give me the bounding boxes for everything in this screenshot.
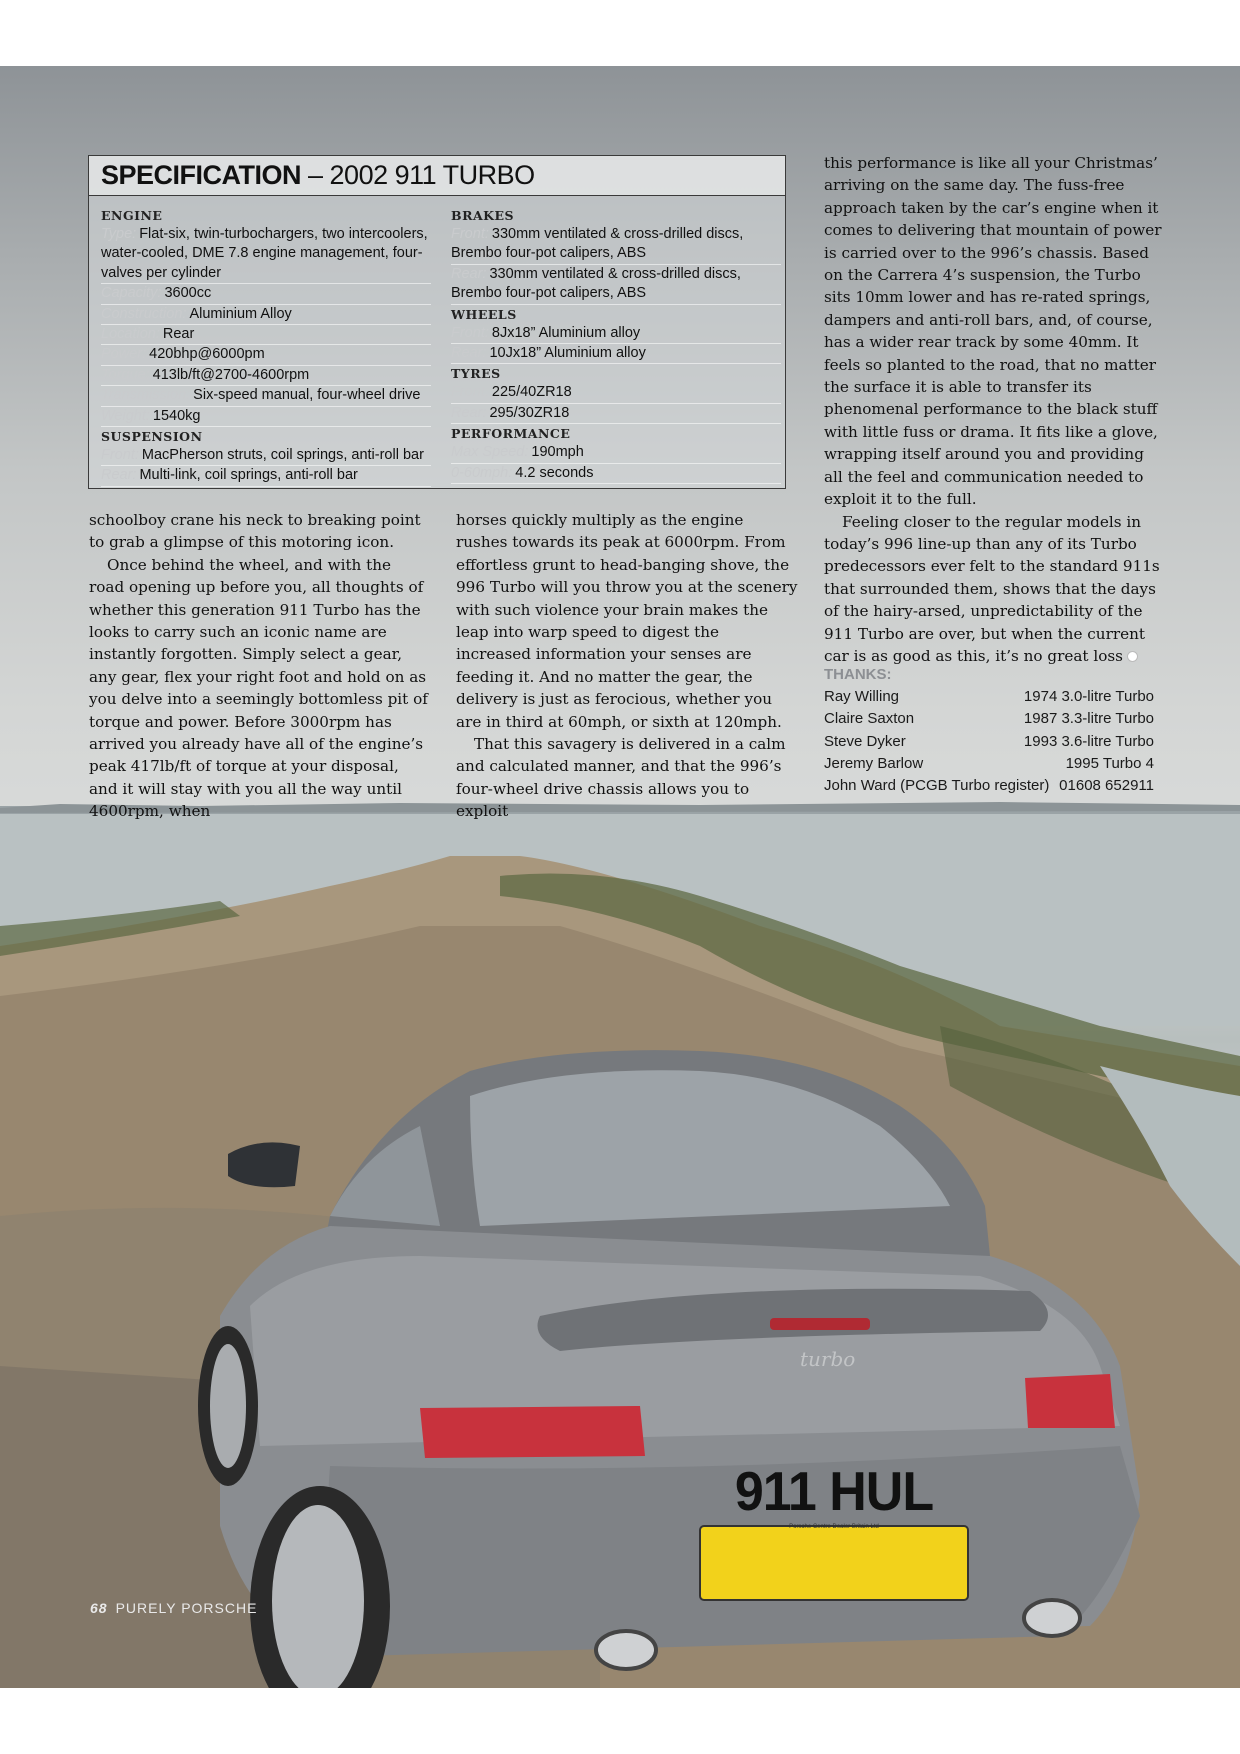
spec-value: Rear	[162, 326, 195, 343]
spec-key: Power:	[101, 346, 147, 363]
end-of-article-icon	[1127, 651, 1138, 662]
spec-key: Weight:	[101, 407, 150, 424]
spec-value: 225/40ZR18	[491, 384, 572, 401]
thanks-row	[824, 686, 1154, 708]
license-plate: 911 HUL	[734, 1461, 934, 1523]
spec-row	[101, 446, 431, 466]
specification-title	[89, 156, 785, 196]
spec-value: 4.2 seconds	[515, 464, 594, 481]
spec-value: MacPherson struts, coil springs, anti-roll bar	[141, 447, 424, 464]
spec-value: 330mm ventilated & cross-drilled discs, Brembo four-pot calipers, ABS	[451, 265, 741, 302]
thanks-name: Jeremy Barlow	[824, 754, 924, 772]
thanks-name: Claire Saxton	[824, 710, 915, 728]
thanks-name: John Ward (PCGB Turbo register)	[824, 777, 1050, 795]
spec-row	[101, 305, 431, 325]
paragraph-text: schoolboy crane his neck to breaking point to grab a glimpse of this motoring icon.	[89, 511, 421, 552]
spec-column-right	[451, 206, 781, 484]
thanks-car: 1995 Turbo 4	[1065, 754, 1154, 772]
spec-row	[101, 225, 431, 284]
spec-key: Construction:	[101, 305, 187, 322]
spec-key: 0-60mph:	[451, 464, 513, 481]
spec-key: Front:	[451, 324, 489, 341]
article-paragraph	[824, 152, 1166, 511]
thanks-car: 01608 652911	[1059, 777, 1154, 795]
spec-row	[451, 383, 781, 403]
article-paragraph	[89, 554, 431, 823]
spec-key: Front:	[451, 226, 489, 242]
spec-section-heading: PERFORMANCE	[451, 426, 571, 442]
thanks-title: THANKS:	[824, 666, 892, 683]
spec-value: 330mm ventilated & cross-drilled discs, Brembo four-pot calipers, ABS	[451, 226, 744, 262]
magazine-name: PURELY PORSCHE	[115, 1600, 258, 1616]
turbo-badge: turbo	[800, 1347, 856, 1371]
spec-value: 190mph	[531, 444, 584, 461]
spec-key: Rear:	[451, 404, 487, 421]
spec-row	[451, 225, 781, 265]
paragraph-text: horses quickly multiply as the engine rushes towards its peak at 6000rpm. From effortless grunt to head-banging shove, the 996 Turbo will you throw you at the scenery with such violence your brain makes the leap into warp speed to digest the increased information your senses are feeding it. And no matter the gear, the delivery is just as ferocious, whether you are in third at 60mph, or sixth at 120mph.	[456, 511, 798, 731]
article-column-3	[824, 152, 1166, 667]
spec-value: Aluminium Alloy	[189, 305, 292, 322]
spec-value: 10Jx18” Aluminium alloy	[489, 345, 646, 362]
spec-key: Rear:	[101, 467, 137, 484]
spec-value: Six-speed manual, four-wheel drive	[193, 387, 421, 404]
spec-section-heading: TYRES	[451, 366, 501, 382]
spec-row	[101, 284, 431, 304]
spec-value: 295/30ZR18	[489, 404, 570, 421]
spec-column-left	[101, 206, 431, 487]
spec-value: Multi-link, coil springs, anti-roll bar	[139, 467, 358, 484]
spec-value: 8Jx18” Aluminium alloy	[491, 324, 641, 341]
page-number: 68	[90, 1600, 108, 1616]
spec-row	[101, 345, 431, 365]
article-paragraph	[824, 511, 1166, 668]
spec-title-model: – 2002 911 TURBO	[301, 160, 535, 190]
spec-row	[451, 344, 781, 364]
thanks-name: Steve Dyker	[824, 732, 906, 750]
spec-row	[101, 325, 431, 345]
spec-key: Rear:	[451, 265, 487, 282]
spec-key: Front:	[451, 384, 489, 401]
spec-key: Max Speed:	[451, 444, 529, 461]
article-column-1	[89, 509, 431, 823]
spec-value: Flat-six, twin-turbochargers, two intercoolers, water-cooled, DME 7.8 engine management, four-valves per cylinder	[101, 226, 428, 281]
spec-section-heading: SUSPENSION	[101, 429, 203, 445]
spec-row	[451, 443, 781, 463]
spec-row	[101, 366, 431, 386]
spec-row	[451, 265, 781, 305]
spec-key: Transmission:	[101, 387, 191, 404]
paragraph-text: That this savagery is delivered in a calm and calculated manner, and that the 996’s four-wheel drive chassis allows you to exploit	[456, 735, 786, 821]
spec-key: Capacity:	[101, 285, 162, 302]
thanks-list	[824, 686, 1154, 797]
spec-title-bold: SPECIFICATION	[101, 160, 302, 190]
page-folio	[90, 1600, 257, 1616]
spec-value: 3600cc	[164, 285, 212, 302]
thanks-row	[824, 775, 1154, 797]
spec-section-heading: ENGINE	[101, 208, 163, 223]
spec-row	[451, 404, 781, 424]
paragraph-text: Once behind the wheel, and with the road opening up before you, all thoughts of whether this generation 911 Turbo has the looks to carry such an iconic name are instantly forgotten. Simply select a gear, any gear, flex your right foot and hold on as you delve into a seemingly bottomless pit of torque and power. Before 3000rpm has arrived you already have all of the engine’s peak 417lb/ft of torque at your disposal, and it will stay with you all the way until 4600rpm, when	[89, 555, 428, 821]
article-paragraph	[89, 509, 431, 554]
spec-row	[451, 324, 781, 344]
spec-key: Rear:	[451, 345, 487, 362]
plate-dealer-text: Porsche Centre Dealer Britain Ltd	[789, 1524, 879, 1530]
thanks-car: 1974 3.0-litre Turbo	[1023, 688, 1154, 705]
spec-value: 413lb/ft@2700-4600rpm	[152, 366, 310, 383]
thanks-car: 1993 3.6-litre Turbo	[1023, 732, 1154, 750]
paragraph-text: this performance is like all your Christmas’ arriving on the same day. The fuss-free approach taken by the car’s engine when it comes to delivering that mountain of power is carried over to the 996’s chassis. Based on the Carrera 4’s suspension, the Turbo sits 10mm lower and has re-rated springs, dampers and anti-roll bars, and, of course, has a wider rear track by some 40mm. It feels so planted to the road, that no matter the surface it is able to transfer its phenomenal performance to the black stuff with little fuss or drama. It fits like a glove, wrapping itself around you and providing all the feel and communication needed to exploit it to the full.	[824, 154, 1162, 509]
spec-key: Location:	[101, 326, 160, 343]
spec-row	[101, 466, 431, 486]
thanks-row	[824, 753, 1154, 775]
spec-key: Type:	[101, 226, 137, 242]
spec-section-heading: WHEELS	[451, 306, 517, 322]
spec-row	[101, 407, 431, 427]
thanks-row	[824, 731, 1154, 753]
thanks-row	[824, 708, 1154, 730]
thanks-box	[824, 664, 1154, 797]
spec-value: 420bhp@6000pm	[149, 346, 265, 363]
spec-value: 1540kg	[152, 407, 201, 424]
spec-section-heading: BRAKES	[451, 208, 515, 223]
paragraph-text: Feeling closer to the regular models in today’s 996 line-up than any of its Turbo predecessors ever felt to the standard 911s that surrounded them, shows that the days of the hairy-arsed, unpredictability of the 911 Turbo are over, but when the current car is as good as this, it’s no great loss	[824, 512, 1160, 665]
spec-row	[101, 386, 431, 406]
thanks-car: 1987 3.3-litre Turbo	[1023, 710, 1154, 728]
article-paragraph	[456, 509, 798, 733]
article-column-2	[456, 509, 798, 823]
specification-box	[88, 155, 786, 489]
thanks-name: Ray Willing	[824, 688, 900, 705]
spec-key: Front:	[101, 447, 139, 464]
spec-key: Torque:	[101, 366, 150, 383]
article-paragraph	[456, 733, 798, 823]
spec-row	[451, 464, 781, 484]
